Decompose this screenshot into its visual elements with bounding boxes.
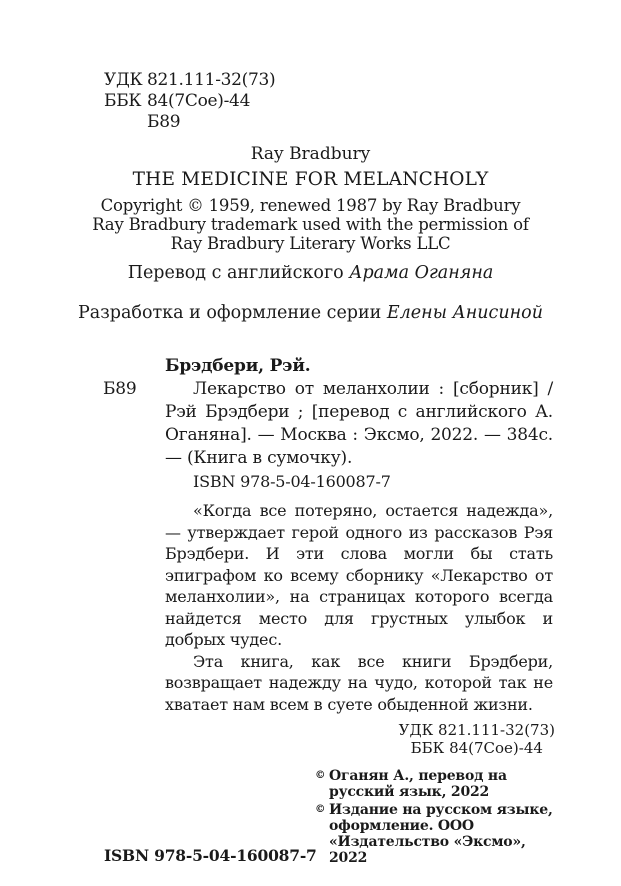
original-title: THE MEDICINE FOR MELANCHOLY: [132, 169, 489, 190]
translator-name: Арама Оганяна: [349, 263, 494, 283]
bottom-codes-inner: [399, 721, 555, 757]
author-sign-value: Б89: [147, 112, 181, 132]
bottom-udk: УДК 821.111-32(73): [398, 721, 555, 739]
copyright-entry-translation: [315, 768, 555, 800]
catalog-card: [103, 355, 553, 493]
copyright-statement: [0, 196, 621, 253]
annotation-paragraph-1: «Когда все потеряно, остается надежда», — утверждает герой одного из рассказов Рэя Брэдбери. И эти слова могли бы стать эпиграфом ко всему сборнику «Лекарство от меланхолии», на страницах которого всегда найдется место для грустных улыбок и добрых чудес.: [165, 501, 553, 649]
copyright-entries: [315, 768, 555, 866]
copyright-symbol: ©: [315, 803, 326, 815]
bottom-classification-codes: [0, 721, 555, 757]
copyright-entry-edition-text: Издание на русском языке, оформление. ООО «Издательство «Эксмо», 2022: [329, 802, 553, 866]
bbk-label: ББК: [104, 91, 142, 111]
copyright-symbol: ©: [315, 769, 326, 781]
copyright-line-3: Ray Bradbury Literary Works LLC: [170, 234, 451, 253]
catalog-card-code: Б89: [103, 379, 137, 399]
bottom-bbk: ББК 84(7Сое)-44: [410, 739, 543, 757]
annotation: [165, 500, 553, 715]
translation-credit-prefix: Перевод с английского: [127, 263, 350, 283]
footer-isbn: ISBN 978-5-04-160087-7: [104, 846, 317, 865]
annotation-paragraph-2: Эта книга, как все книги Брэдбери, возвращает надежду на чудо, которой так не хватает нам всем в суете обыденной жизни.: [165, 651, 553, 714]
series-credit-prefix: Разработка и оформление серии: [78, 303, 387, 323]
series-designer-name: Елены Анисиной: [386, 303, 543, 323]
catalog-card-author: Брэдбери, Рэй.: [165, 356, 311, 376]
bbk-value: 84(7Сое)-44: [147, 91, 251, 111]
top-classification-codes: [104, 70, 621, 133]
copyright-entry-translation-text: Оганян А., перевод на русский язык, 2022: [329, 768, 507, 800]
author-sign-row: [104, 112, 621, 133]
copyright-line-2: Ray Bradbury trademark used with the permission of: [92, 215, 529, 234]
catalog-card-isbn: ISBN 978-5-04-160087-7: [193, 472, 391, 491]
translation-credit: [0, 263, 621, 284]
imprint-footer: [104, 768, 555, 866]
udk-value: 821.111-32(73): [147, 70, 276, 90]
bbk-row: [104, 91, 621, 112]
author-sign-label: [104, 112, 147, 133]
udk-label: УДК: [104, 70, 143, 90]
catalog-card-description: Лекарство от меланхолии : [сборник] / Рэй Брэдбери ; [перевод с английского А. Оганяна]. — Москва : Эксмо, 2022. — 384с. — (Книга в сумочку).: [165, 379, 553, 468]
udk-row: [104, 70, 621, 91]
author-name-english: Ray Bradbury: [250, 144, 371, 164]
copyright-line-1: Copyright © 1959, renewed 1987 by Ray Bradbury: [100, 196, 521, 215]
copyright-entry-edition: [315, 802, 555, 866]
series-design-credit: [0, 303, 621, 324]
